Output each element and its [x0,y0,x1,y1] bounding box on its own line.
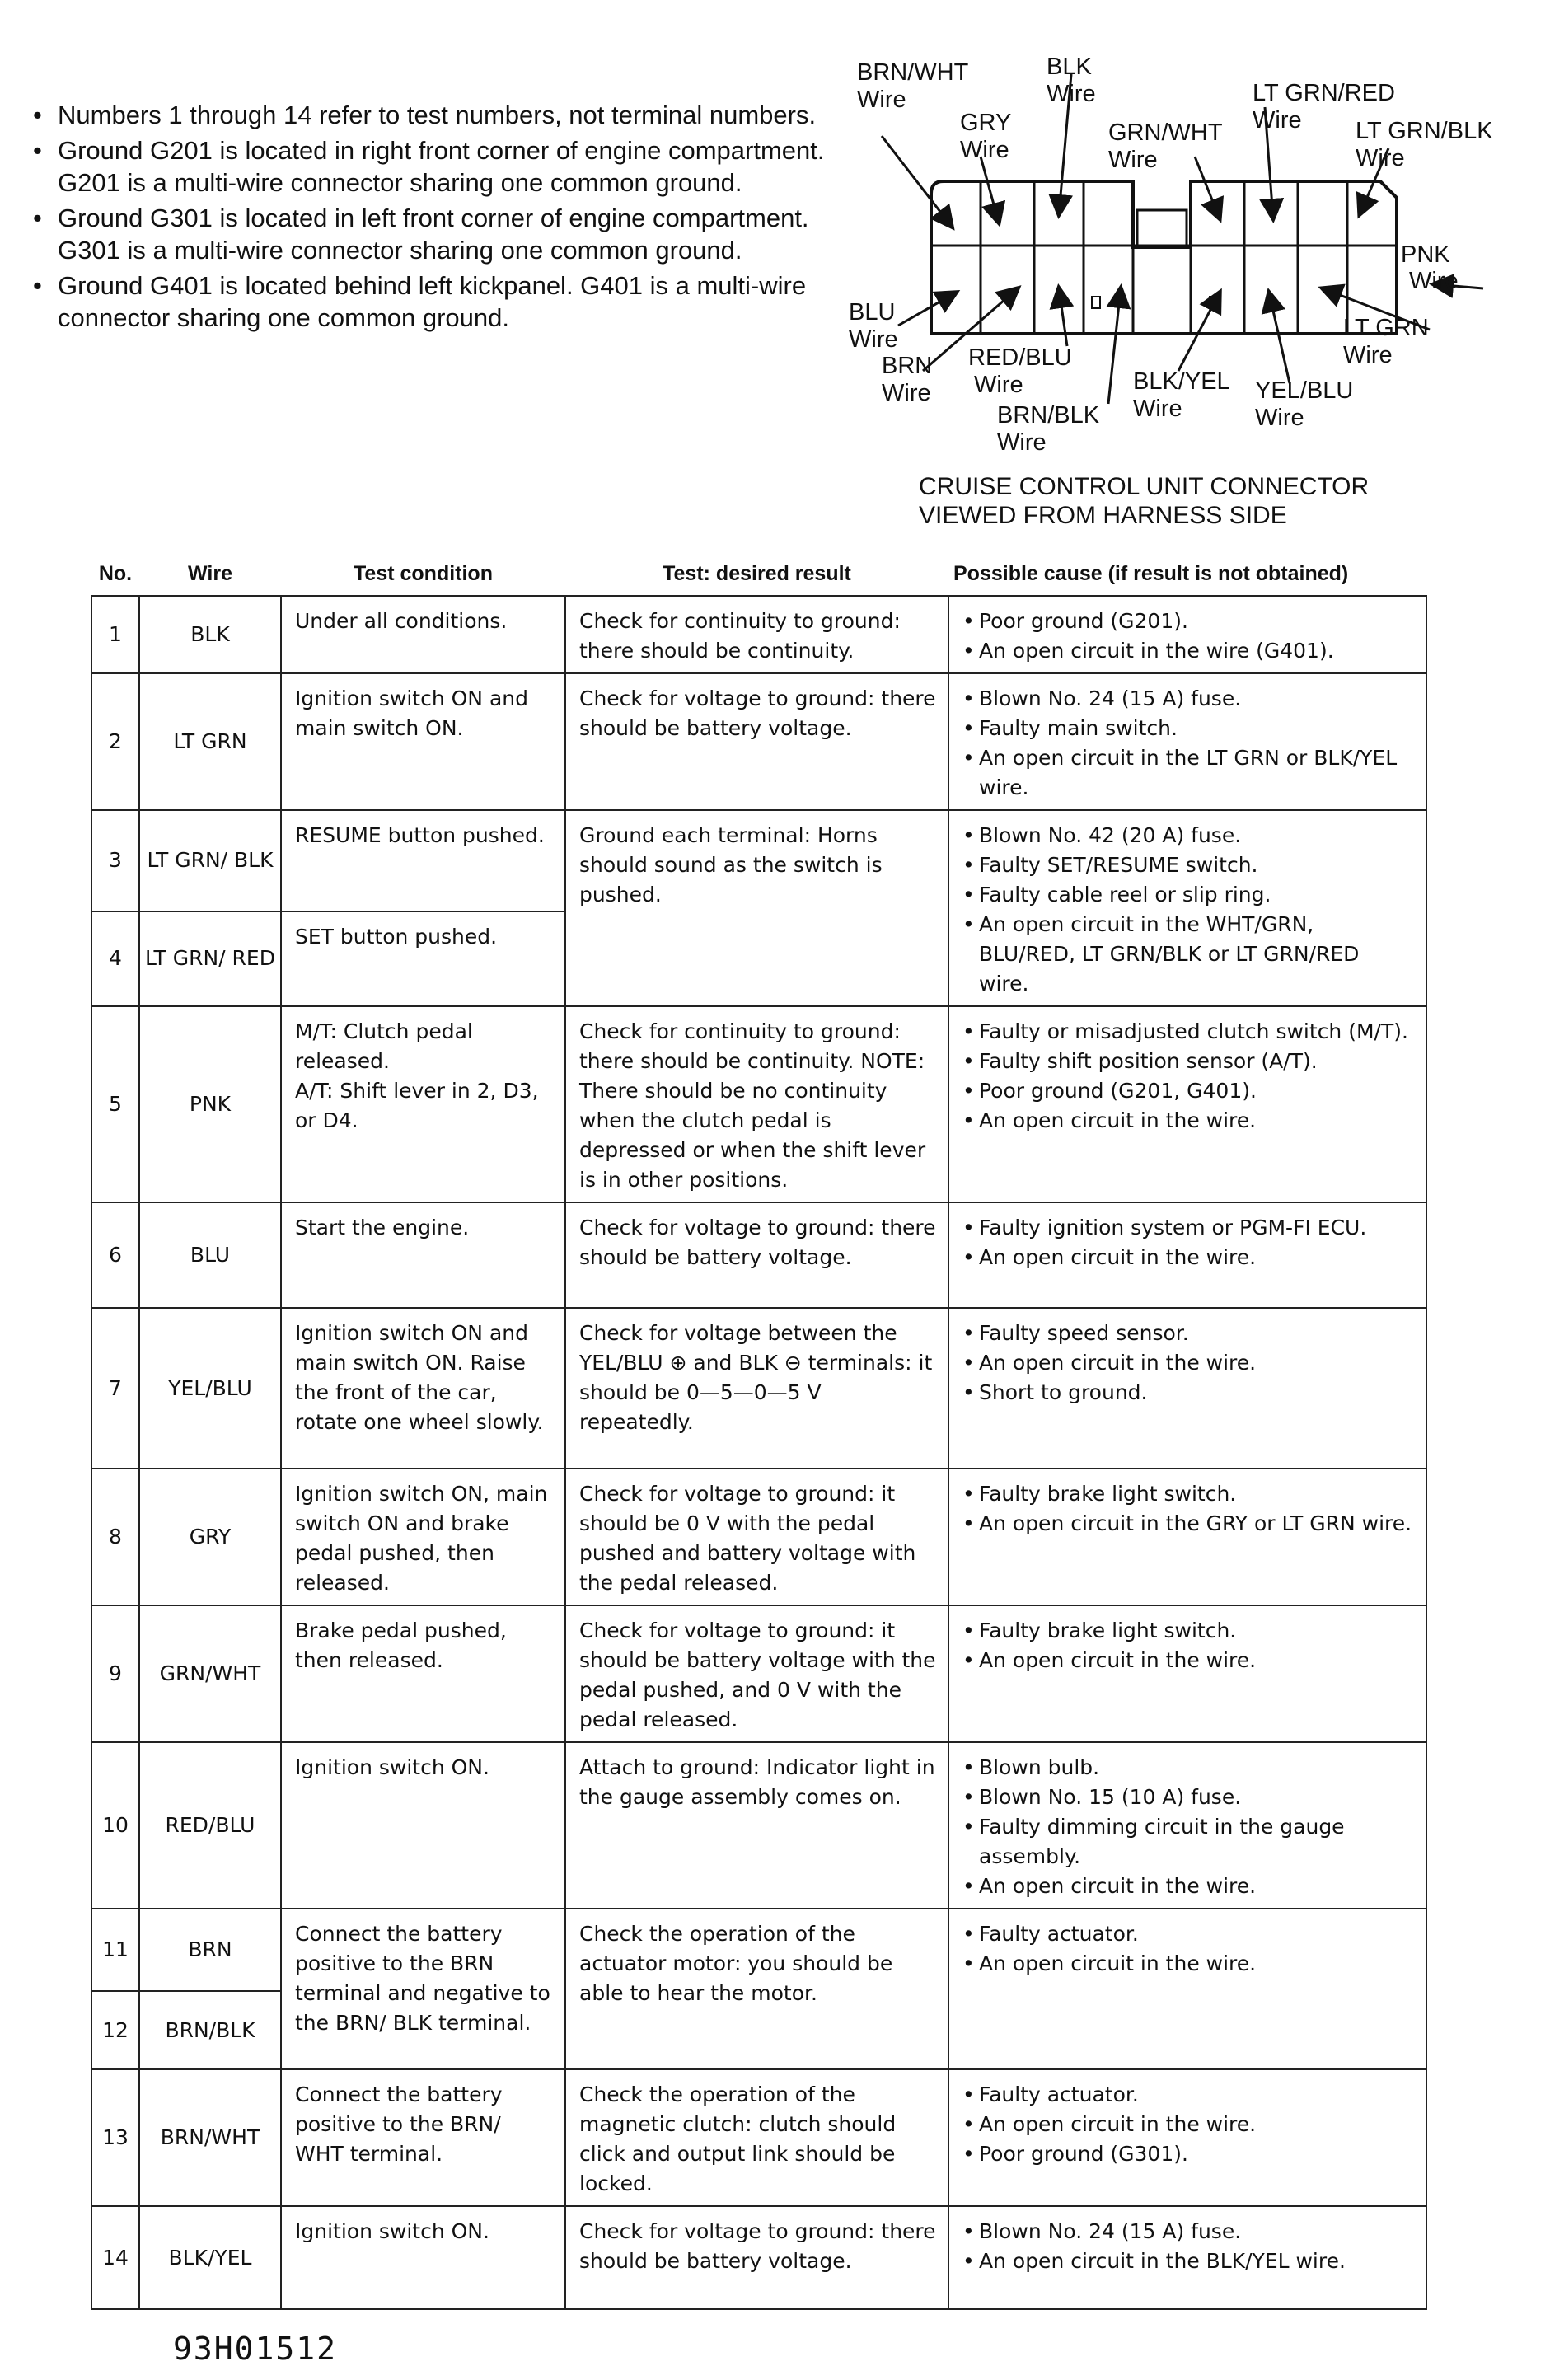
header-wire: Wire [188,562,232,585]
cause-item: • Blown No. 24 (15 A) fuse. [962,2217,1414,2246]
cause-item: • An open circuit in the LT GRN or BLK/YEL wire. [962,743,1414,803]
possible-cause [948,1469,1426,1605]
cause-item: • Faulty shift position sensor (A/T). [962,1047,1414,1076]
note-item: • Ground G401 is located behind left kickpanel. G401 is a multi-wire connector sharing one common ground. [33,269,849,334]
notes-section [33,99,849,337]
cause-item: • Blown No. 15 (10 A) fuse. [962,1783,1414,1812]
note-item: • Numbers 1 through 14 refer to test numbers, not terminal numbers. [33,99,849,131]
desired-result: Check for voltage to ground: it should be battery voltage with the pedal pushed, and 0 V with the pedal released. [565,1605,948,1742]
table-row [91,1202,1426,1308]
table-row [91,673,1426,810]
cause-item: • An open circuit in the wire. [962,1106,1414,1136]
wire-color: BLU [139,1202,281,1308]
label-pnk: PNK [1401,241,1450,268]
test-condition: Ignition switch ON, main switch ON and brake pedal pushed, then released. [281,1469,565,1605]
wire-color: RED/BLU [139,1742,281,1909]
wire-color: BLK/YEL [139,2206,281,2309]
table-row [91,1308,1426,1469]
diagram-caption-line1: CRUISE CONTROL UNIT CONNECTOR [919,473,1370,500]
label-lt-grn-blk: LT GRN/BLK [1356,118,1493,144]
cause-item: • Blown No. 24 (15 A) fuse. [962,684,1414,714]
cause-item: • Faulty actuator. [962,2080,1414,2110]
wire-color: GRN/WHT [139,1605,281,1742]
desired-result: Check for continuity to ground: there should be continuity. [565,596,948,673]
cause-item: • Faulty brake light switch. [962,1479,1414,1509]
condition-at: A/T: Shift lever in 2, D3, or D4. [295,1079,539,1132]
label-wire-word: Wire [1047,81,1096,107]
label-wire-word: Wire [1343,342,1393,368]
desired-result: Attach to ground: Indicator light in the gauge assembly comes on. [565,1742,948,1909]
label-wire-word: Wire [997,429,1047,456]
wire-color: BRN/WHT [139,2069,281,2206]
cause-item: • An open circuit in the wire. [962,2110,1414,2139]
header-test-condition: Test condition [354,562,493,585]
test-condition: Under all conditions. [281,596,565,673]
cause-item: • Faulty speed sensor. [962,1319,1414,1348]
test-condition: Connect the battery positive to the BRN terminal and negative to the BRN/ BLK terminal. [281,1909,565,2069]
label-wire-word: Wire [974,372,1023,398]
label-wire-word: Wire [849,326,898,353]
table-row [91,2206,1426,2309]
label-wire-word: Wire [1133,396,1182,422]
label-wire-word: Wire [882,380,931,406]
test-condition: Brake pedal pushed, then released. [281,1605,565,1742]
test-condition: Ignition switch ON. [281,2206,565,2309]
header-possible-cause: Possible cause (if result is not obtained) [953,562,1349,585]
cause-item: • Poor ground (G201, G401). [962,1076,1414,1106]
condition-mt: M/T: Clutch pedal released. [295,1019,473,1073]
cause-item: • Faulty SET/RESUME switch. [962,850,1414,880]
test-condition: RESUME button pushed. [281,810,565,911]
possible-cause [948,1308,1426,1469]
table-row [91,1742,1426,1909]
label-yel-blu: YEL/BLU [1255,377,1354,404]
table-row [91,1909,1426,1991]
table-row [91,596,1426,673]
cause-item: • Poor ground (G201). [962,607,1414,636]
table-row [91,1006,1426,1202]
cause-item: • An open circuit in the GRY or LT GRN wire. [962,1509,1414,1539]
cause-item: • Faulty actuator. [962,1919,1414,1949]
cause-item: • Faulty or misadjusted clutch switch (M/T). [962,1017,1414,1047]
desired-result: Check for voltage to ground: it should be 0 V with the pedal pushed and battery voltage with the pedal released. [565,1469,948,1605]
label-blk: BLK [1047,54,1092,80]
possible-cause [948,2069,1426,2206]
test-condition: Ignition switch ON and main switch ON. [281,673,565,810]
possible-cause [948,1742,1426,1909]
label-brn-blk: BRN/BLK [997,402,1100,429]
test-condition [281,1006,565,1202]
label-wire-word: Wire [1409,268,1459,294]
label-wire-word: Wire [960,137,1009,163]
desired-result: Check the operation of the actuator motor: you should be able to hear the motor. [565,1909,948,2069]
document-code: 93H01512 [173,2331,338,2367]
cause-item: • An open circuit in the wire. [962,1348,1414,1378]
desired-result: Check for continuity to ground: there should be continuity. NOTE: There should be no continuity when the clutch pedal is depressed or when the shift lever is in other positions. [565,1006,948,1202]
possible-cause [948,2206,1426,2309]
cause-item: • Blown bulb. [962,1753,1414,1783]
connector-body [931,181,1397,334]
label-lt-grn-red: LT GRN/RED [1253,80,1395,106]
wire-color: GRY [139,1469,281,1605]
test-number: 9 [91,1605,139,1742]
label-blk-yel: BLK/YEL [1133,368,1230,395]
cause-item: • An open circuit in the wire. [962,1243,1414,1272]
test-number: 5 [91,1006,139,1202]
test-condition: Connect the battery positive to the BRN/ WHT terminal. [281,2069,565,2206]
cause-item: • Faulty dimming circuit in the gauge assembly. [962,1812,1414,1872]
cause-item: • An open circuit in the wire. [962,1872,1414,1901]
label-wire-word: Wire [1356,145,1405,171]
wire-color: PNK [139,1006,281,1202]
test-number: 6 [91,1202,139,1308]
cause-item: • An open circuit in the wire (G401). [962,636,1414,666]
label-gry: GRY [960,110,1012,136]
cause-item: • Poor ground (G301). [962,2139,1414,2169]
label-red-blu: RED/BLU [968,344,1072,371]
note-item: • Ground G301 is located in left front corner of engine compartment. G301 is a multi-wire connector sharing one common ground. [33,202,849,266]
test-number: 1 [91,596,139,673]
cause-item: • An open circuit in the wire. [962,1646,1414,1675]
test-number: 11 [91,1909,139,1991]
table-row [91,1605,1426,1742]
table-row [91,810,1426,911]
test-number: 3 [91,810,139,911]
table-row [91,2069,1426,2206]
test-condition: Start the engine. [281,1202,565,1308]
wire-color: LT GRN/ BLK [139,810,281,911]
wire-color: LT GRN/ RED [139,911,281,1007]
possible-cause [948,1605,1426,1742]
wire-color: YEL/BLU [139,1308,281,1469]
test-number: 8 [91,1469,139,1605]
possible-cause [948,673,1426,810]
test-number: 4 [91,911,139,1007]
test-number: 2 [91,673,139,810]
desired-result: Check for voltage to ground: there should be battery voltage. [565,2206,948,2309]
wire-color: LT GRN [139,673,281,810]
possible-cause [948,1909,1426,2069]
label-grn-wht: GRN/WHT [1108,119,1223,146]
label-wire-word: Wire [1255,405,1304,431]
cause-item: • An open circuit in the BLK/YEL wire. [962,2246,1414,2276]
label-blu: BLU [849,299,896,326]
test-number: 12 [91,1991,139,2069]
wire-color: BRN [139,1909,281,1991]
desired-result: Check for voltage between the YEL/BLU ⊕ and BLK ⊖ terminals: it should be 0—5—0—5 V repeatedly. [565,1308,948,1469]
cause-item: • Faulty brake light switch. [962,1616,1414,1646]
test-condition: Ignition switch ON. [281,1742,565,1909]
label-wire-word: Wire [857,87,906,113]
table-row [91,1469,1426,1605]
desired-result: Check the operation of the magnetic clutch: clutch should click and output link should be locked. [565,2069,948,2206]
label-brn: BRN [882,353,933,379]
note-item: • Ground G201 is located in right front corner of engine compartment. G201 is a multi-wire connector sharing one common ground. [33,134,849,199]
cause-item: • An open circuit in the WHT/GRN, BLU/RED, LT GRN/BLK or LT GRN/RED wire. [962,910,1414,999]
wire-color: BRN/BLK [139,1991,281,2069]
connector-diagram [849,49,1541,544]
test-number: 10 [91,1742,139,1909]
test-number: 13 [91,2069,139,2206]
possible-cause [948,1202,1426,1308]
diagram-caption-line2: VIEWED FROM HARNESS SIDE [919,502,1287,529]
header-no: No. [98,562,133,585]
cause-item: • Faulty ignition system or PGM-FI ECU. [962,1213,1414,1243]
test-condition: Ignition switch ON and main switch ON. Raise the front of the car, rotate one wheel slowly. [281,1308,565,1469]
test-table [91,552,1427,2310]
cause-item: • Short to ground. [962,1378,1414,1408]
cause-item: • Faulty cable reel or slip ring. [962,880,1414,910]
desired-result: Check for voltage to ground: there should be battery voltage. [565,673,948,810]
notes-list [33,99,849,334]
label-wire-word: Wire [1108,147,1158,173]
label-wire-word: Wire [1253,107,1302,134]
possible-cause [948,810,1426,1006]
test-condition: SET button pushed. [281,911,565,1007]
header-desired-result: Test: desired result [663,562,851,585]
table-header-row [91,552,1426,596]
cause-item: • Faulty main switch. [962,714,1414,743]
cause-item: • Blown No. 42 (20 A) fuse. [962,821,1414,850]
possible-cause [948,1006,1426,1202]
desired-result: Ground each terminal: Horns should sound as the switch is pushed. [565,810,948,1006]
wire-color: BLK [139,596,281,673]
test-number: 7 [91,1308,139,1469]
label-lt-grn: LT GRN [1343,315,1429,341]
possible-cause [948,596,1426,673]
label-brn-wht: BRN/WHT [857,59,969,86]
test-number: 14 [91,2206,139,2309]
desired-result: Check for voltage to ground: there should be battery voltage. [565,1202,948,1308]
cause-item: • An open circuit in the wire. [962,1949,1414,1979]
